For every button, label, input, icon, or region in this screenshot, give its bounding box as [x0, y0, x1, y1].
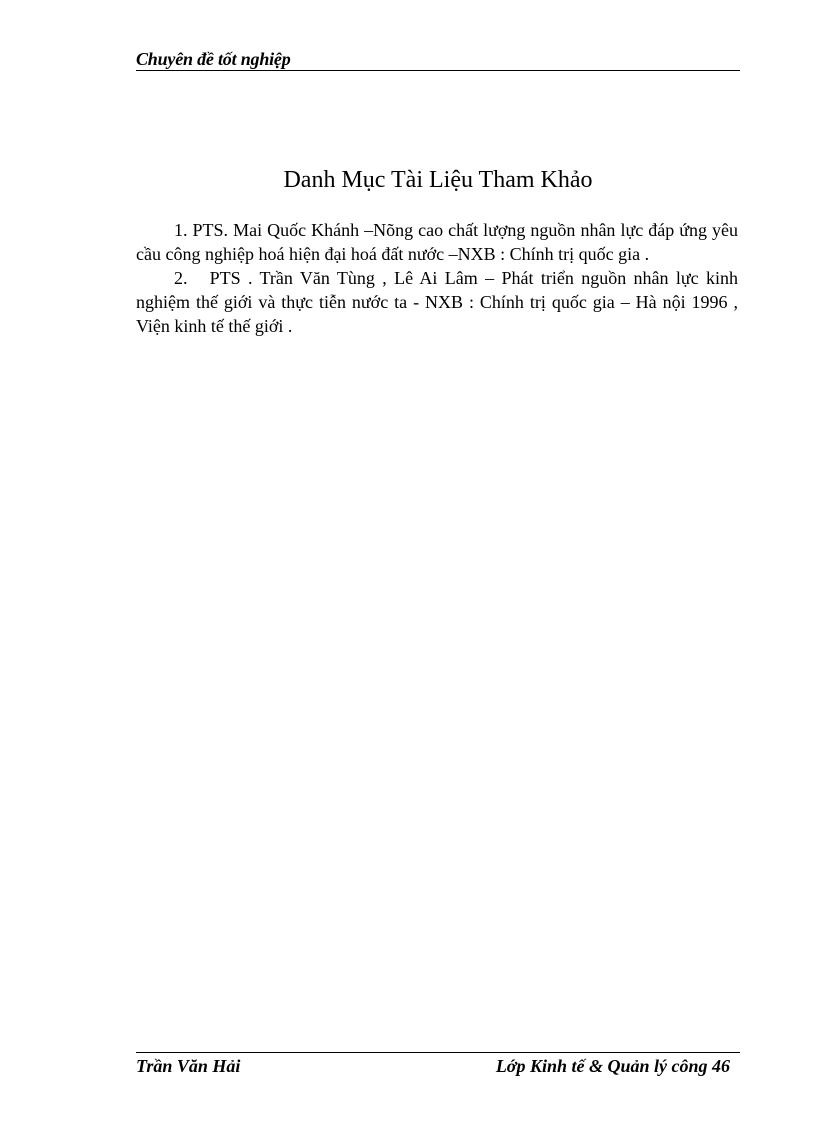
page-footer	[136, 1052, 740, 1079]
reference-list	[136, 218, 738, 338]
reference-item	[136, 266, 738, 338]
reference-number: 2.	[174, 268, 188, 288]
footer-author: Trần Văn Hải	[136, 1056, 241, 1076]
reference-number: 1.	[174, 220, 188, 240]
document-title: Danh Mục Tài Liệu Tham Khảo	[283, 167, 593, 193]
reference-item	[136, 218, 738, 266]
header-title: Chuyên đề tốt nghiệp	[136, 49, 291, 69]
footer-class: Lớp Kinh tế & Quản lý công 46	[495, 1056, 730, 1076]
reference-text: PTS. Mai Quốc Khánh –Nõng cao chất lượng nguồn nhân lực đáp ứng yêu cầu công nghiệp hoá hiện đại hoá đất nước –NXB : Chính trị quốc gia .	[136, 220, 738, 264]
page-header	[136, 48, 740, 71]
reference-text: PTS . Trần Văn Tùng , Lê Ai Lâm – Phát triển nguồn nhân lực kinh nghiệm thế giới và thực tiễn nước ta - NXB : Chính trị quốc gia – Hà nội 1996 , Viện kinh tế thế giới .	[136, 268, 738, 336]
